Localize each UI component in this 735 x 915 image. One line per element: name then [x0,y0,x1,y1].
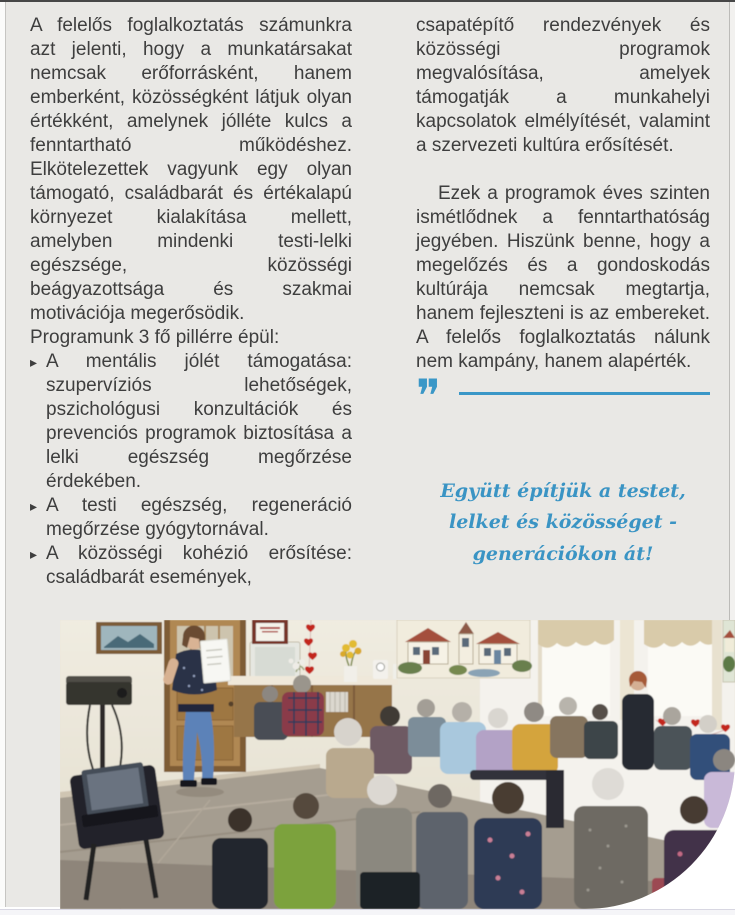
event-photo-illustration [60,620,735,909]
event-photo [60,620,735,909]
pillars-title: Programunk 3 fő pillérre épül: [30,327,280,348]
triangle-bullet-icon: ▸ [30,354,38,370]
slogan-text: Együtt építjük a testet, lelket és közösséget - generációkon át! [440,480,686,565]
pillars-list [30,350,352,590]
text-column-right [416,14,710,590]
paragraph-programs: Ezek a programok éves szinten ismétlődnek a fenntarthatóság jegyében. Hiszünk benne, hogy a megelőzés és a gondoskodás kultúrája nemcsak megtartja, hanem fejleszteni is az embereket. A felelős foglalkoztatás nálunk nem kampány, hanem alapérték. [416,183,710,372]
page-bottom-margin [0,909,735,915]
divider-line [459,392,710,395]
page-right-margin [729,2,735,630]
triangle-bullet-icon: ▸ [30,546,38,562]
triangle-bullet-icon: ▸ [30,498,38,514]
list-item [30,350,352,494]
closing-quote-icon: ❞ [416,369,441,423]
text-column-left [30,14,352,590]
article-body [30,14,710,590]
quote-divider [416,369,710,426]
paragraph-intro: A felelős foglalkoztatás számunkra azt jelenti, hogy a munkatársakat nemcsak erőforrásként, hanem emberként, közösségként látjuk olyan értékként, amelynek jólléte kulcs a fenntartható működéshez. Elkötelezettek vagyunk egy olyan támogató, családbarát és értékalapú környezet kialakítása mellett, amelyben mindenki testi-lelki egészsége, közösségi beágyazottsága és szakmai motivációja megerősödik. [30,15,352,324]
list-item-text: A testi egészség, regeneráció megőrzése gyógytornával. [46,495,352,540]
list-item-text: A mentális jólét támogatása: szupervíziós lehetőségek, pszichológusi konzultációk és prevenciós programok biztosítása a lelki egészség megőrzése érdekében. [46,351,352,492]
list-item-text: A közösségi kohézió erősítése: családbarát események, [46,543,352,588]
list-item [30,542,352,590]
list-item [30,494,352,542]
paragraph-continuation: csapatépítő rendezvények és közösségi programok megvalósítása, amelyek támogatják a munkahelyi kapcsolatok elmélyítését, valamint a szervezeti kultúra erősítését. [416,15,710,156]
page-left-margin [0,2,6,907]
